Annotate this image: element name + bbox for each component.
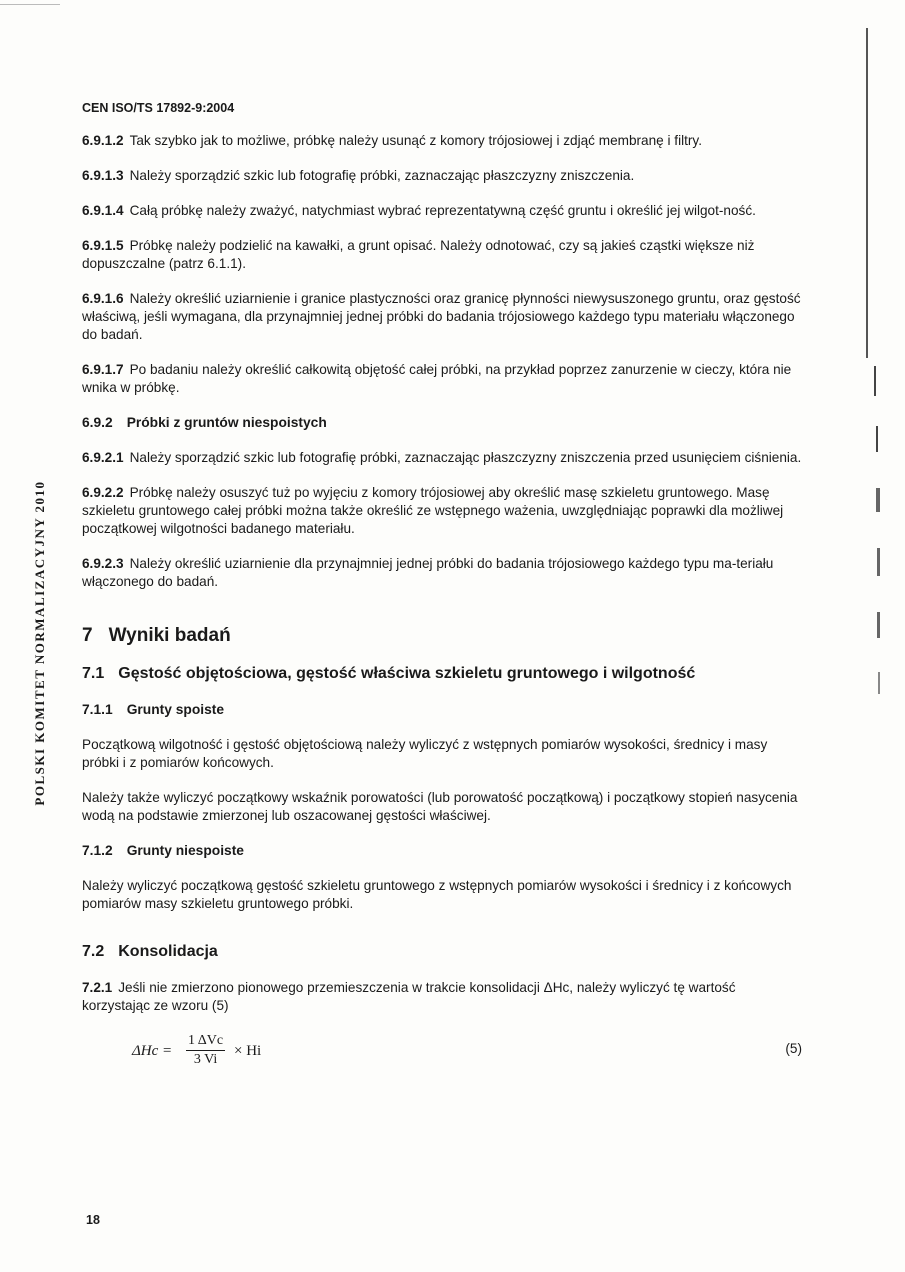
paragraph-6-9-2-3 bbox=[82, 555, 802, 591]
clause-text: Próbkę należy podzielić na kawałki, a grunt opisać. Należy odnotować, czy są jakieś cząstki większe niż dopuszczalne (patrz 6.1.1). bbox=[82, 238, 755, 271]
heading-7-1-2 bbox=[82, 842, 802, 860]
formula-5 bbox=[82, 1032, 802, 1076]
clause-number: 6.9.2.1 bbox=[82, 450, 124, 465]
heading-section-7 bbox=[82, 627, 802, 645]
formula-lhs: ΔHc = bbox=[132, 1043, 173, 1059]
scan-edge-mark bbox=[876, 488, 880, 512]
paragraph-6-9-1-7 bbox=[82, 361, 802, 397]
paragraph-6-9-2-2 bbox=[82, 484, 802, 538]
paragraph-text: Należy wyliczyć początkową gęstość szkieletu gruntowego z wstępnych pomiarów wysokości i średnicy i z końcowych pomiarów masy szkieletu gruntowego próbki. bbox=[82, 878, 792, 911]
clause-text: Należy sporządzić szkic lub fotografię próbki, zaznaczając płaszczyzny zniszczenia. bbox=[129, 168, 635, 183]
clause-number: 6.9.1.2 bbox=[82, 133, 124, 148]
heading-text: Próbki z gruntów niespoistych bbox=[126, 415, 327, 430]
clause-text: Jeśli nie zmierzono pionowego przemieszczenia w trakcie konsolidacji ΔHc, należy wyliczyć tę wartość korzystając ze wzoru (5) bbox=[82, 980, 736, 1013]
heading-number: 7.1.1 bbox=[82, 702, 113, 717]
heading-6-9-2 bbox=[82, 414, 802, 432]
scan-edge-mark bbox=[876, 426, 878, 452]
page-number: 18 bbox=[86, 1213, 100, 1227]
clause-number: 6.9.1.3 bbox=[82, 168, 124, 183]
scan-edge-line bbox=[866, 28, 868, 358]
clause-text: Tak szybko jak to możliwe, próbkę należy usunąć z komory trójosiowej i zdjąć membranę i filtry. bbox=[129, 133, 702, 148]
heading-text: Gęstość objętościowa, gęstość właściwa szkieletu gruntowego i wilgotność bbox=[118, 665, 696, 682]
formula-denominator: 3 Vi bbox=[193, 1052, 218, 1067]
formula-rhs: × Hi bbox=[234, 1043, 262, 1059]
clause-text: Całą próbkę należy zważyć, natychmiast wybrać reprezentatywną część gruntu i określić jej wilgot-ność. bbox=[129, 203, 756, 218]
paragraph-6-9-1-6 bbox=[82, 290, 802, 344]
paragraph-6-9-1-5 bbox=[82, 237, 802, 273]
equation-number: (5) bbox=[785, 1041, 802, 1056]
paragraph-7-1-2 bbox=[82, 877, 802, 913]
clause-number: 6.9.1.5 bbox=[82, 238, 124, 253]
clause-number: 6.9.2.2 bbox=[82, 485, 124, 500]
formula-fraction bbox=[186, 1032, 225, 1069]
formula-numerator: 1 ΔVc bbox=[186, 1032, 225, 1051]
paragraph-6-9-2-1 bbox=[82, 449, 802, 467]
heading-7-2 bbox=[82, 943, 802, 961]
paragraph-6-9-1-4 bbox=[82, 202, 802, 220]
heading-number: 7 bbox=[82, 625, 93, 646]
clause-text: Próbkę należy osuszyć tuż po wyjęciu z komory trójosiowej aby określić masę szkieletu gruntowego. Masę szkieletu gruntowego całej próbki można także określić ze wstępnego ważenia, uwzględniając poprawki dla możliwej początkowej wilgotności badanego materiału. bbox=[82, 485, 784, 536]
clause-text: Po badaniu należy określić całkowitą objętość całej próbki, na przykład poprzez zanurzenie w cieczy, która nie wnika w próbkę. bbox=[82, 362, 792, 395]
clause-number: 6.9.1.7 bbox=[82, 362, 124, 377]
heading-7-1 bbox=[82, 665, 802, 683]
sidebar-watermark bbox=[28, 468, 52, 818]
scan-edge-mark bbox=[878, 672, 880, 694]
paragraph-7-2-1 bbox=[82, 979, 802, 1015]
heading-text: Konsolidacja bbox=[118, 943, 218, 960]
clause-text: Należy sporządzić szkic lub fotografię próbki, zaznaczając płaszczyzny zniszczenia przed usunięciem ciśnienia. bbox=[129, 450, 802, 465]
paragraph-6-9-1-2 bbox=[82, 132, 802, 150]
clause-number: 6.9.1.6 bbox=[82, 291, 124, 306]
paragraph-6-9-1-3 bbox=[82, 167, 802, 185]
heading-text: Grunty spoiste bbox=[126, 702, 225, 717]
document-body bbox=[82, 132, 802, 1076]
heading-text: Grunty niespoiste bbox=[126, 843, 244, 858]
paragraph-text: Należy także wyliczyć początkowy wskaźnik porowatości (lub porowatość początkową) i początkowy stopień nasycenia wodą na podstawie zmierzonej lub oszacowanej gęstości właściwej. bbox=[82, 790, 798, 823]
scan-edge-mark bbox=[0, 4, 60, 5]
paragraph-text: Początkową wilgotność i gęstość objętościową należy wyliczyć z wstępnych pomiarów wysokości, średnicy i masy próbki i z pomiarów końcowych. bbox=[82, 737, 768, 770]
scan-edge-mark bbox=[877, 612, 880, 638]
clause-number: 6.9.1.4 bbox=[82, 203, 124, 218]
heading-number: 7.2 bbox=[82, 943, 105, 960]
clause-number: 7.2.1 bbox=[82, 980, 113, 995]
heading-text: Wyniki badań bbox=[108, 625, 231, 646]
sidebar-text: POLSKI KOMITET NORMALIZACYJNY 2010 bbox=[32, 480, 47, 806]
heading-number: 7.1.2 bbox=[82, 843, 113, 858]
clause-text: Należy określić uziarnienie dla przynajmniej jednej próbki do badania trójosiowego każdego typu ma-teriału włączonego do badań. bbox=[82, 556, 774, 589]
document-header: CEN ISO/TS 17892-9:2004 bbox=[82, 101, 235, 115]
clause-number: 6.9.2.3 bbox=[82, 556, 124, 571]
heading-number: 7.1 bbox=[82, 665, 105, 682]
clause-text: Należy określić uziarnienie i granice plastyczności oraz granicę płynności niewysuszonego gruntu, oraz gęstość właściwą, jeśli wymagana, dla przynajmniej jednej próbki do badania trójosiowego każdego typu materiału włączonego do badań. bbox=[82, 291, 801, 342]
scan-edge-mark bbox=[874, 366, 876, 396]
paragraph-7-1-1-a bbox=[82, 736, 802, 772]
heading-number: 6.9.2 bbox=[82, 415, 113, 430]
paragraph-7-1-1-b bbox=[82, 789, 802, 825]
heading-7-1-1 bbox=[82, 701, 802, 719]
scan-edge-mark bbox=[877, 548, 880, 576]
